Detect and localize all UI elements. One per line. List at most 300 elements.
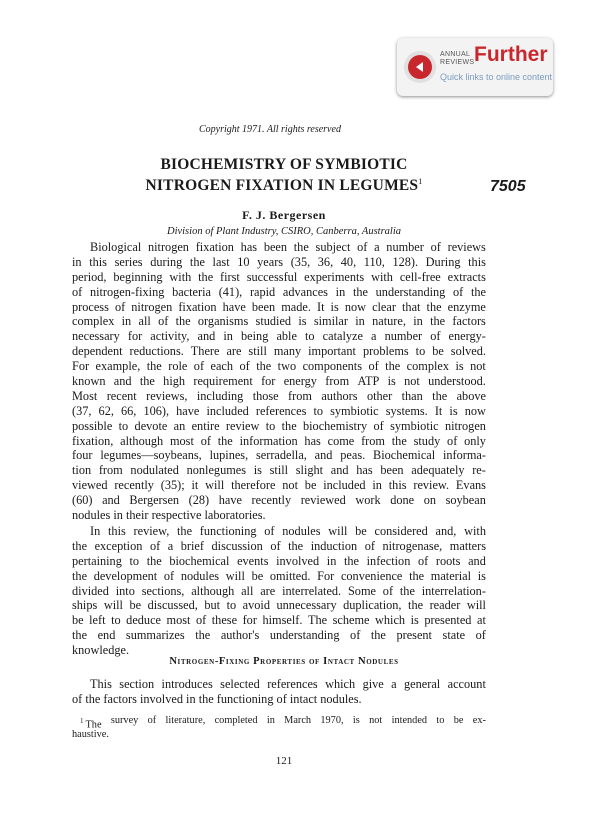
word: this	[468, 254, 486, 269]
word: only	[464, 433, 486, 448]
word: in	[372, 478, 382, 493]
text-line	[72, 554, 486, 569]
word: of	[357, 240, 368, 254]
word: presented	[424, 613, 472, 628]
word: scheme	[332, 613, 370, 628]
word: (35);	[160, 478, 185, 493]
word: brief	[180, 538, 204, 553]
word: be	[355, 524, 367, 538]
word: most	[166, 613, 191, 628]
word: been	[263, 240, 288, 254]
text-line	[72, 300, 486, 315]
word: that	[402, 299, 421, 314]
word: be	[304, 478, 317, 493]
word: included	[206, 403, 249, 418]
word: general	[404, 677, 441, 691]
word: in	[72, 254, 82, 269]
word: reductions.	[129, 344, 184, 359]
word: the	[426, 299, 442, 314]
word: 36,	[317, 254, 334, 269]
word: now	[344, 299, 366, 314]
text-line	[72, 329, 486, 344]
word: is	[449, 403, 458, 418]
word: bacteria	[172, 284, 211, 299]
word: will	[466, 598, 486, 613]
word: done	[390, 493, 415, 508]
word: nitrogenase,	[382, 538, 443, 553]
text-line	[72, 404, 486, 419]
word: roots	[435, 553, 461, 568]
word: reader	[429, 598, 461, 613]
word: process	[72, 299, 109, 314]
word: have	[218, 493, 242, 508]
word: March	[284, 715, 312, 726]
word: made.	[281, 299, 311, 314]
word: activity,	[150, 329, 190, 344]
word: the	[370, 628, 386, 643]
word: account	[447, 677, 486, 691]
word: is	[455, 359, 464, 374]
word: discussion	[211, 538, 263, 553]
word: nonlegumes	[186, 463, 247, 478]
word: the	[281, 418, 297, 433]
word: (41),	[218, 284, 243, 299]
text-line	[72, 508, 486, 523]
word: 110,	[363, 254, 385, 269]
word: be	[251, 568, 264, 583]
word: most	[169, 433, 194, 448]
word: the	[432, 388, 448, 403]
word: a	[167, 538, 174, 553]
word: similar	[313, 314, 348, 329]
word: the	[408, 598, 424, 613]
further-logo-icon	[404, 51, 436, 83]
text-line	[72, 389, 486, 404]
word: not	[282, 478, 298, 493]
word: important	[308, 344, 356, 359]
word: than	[401, 388, 423, 403]
word: to	[313, 403, 324, 418]
word: is	[477, 568, 486, 583]
word: the	[217, 433, 233, 448]
word: devote	[134, 418, 168, 433]
word: to	[129, 553, 140, 568]
word: soybean	[445, 493, 486, 508]
word: recently	[251, 493, 292, 508]
word: 66,	[121, 403, 137, 418]
word: of	[475, 628, 486, 643]
word: biochemistry	[302, 418, 368, 433]
word: in	[355, 314, 365, 329]
word: has	[356, 463, 373, 478]
word: 128).	[392, 254, 419, 269]
word: functioning	[199, 524, 257, 538]
word: from	[288, 388, 312, 403]
word: years	[257, 254, 284, 269]
word: has	[240, 240, 258, 254]
word: fixation	[178, 299, 217, 314]
word: above	[456, 388, 486, 403]
word: subject	[315, 240, 351, 254]
word: completed	[214, 715, 258, 726]
footnote-line	[72, 728, 486, 742]
text-line-content: nodules in their respective laboratories.	[72, 508, 266, 523]
text-line-content: of the factors involved in the functioning of intact nodules.	[72, 691, 362, 706]
word: lupines,	[209, 448, 249, 463]
title-footnote-mark: 1	[418, 177, 423, 186]
word: the	[352, 284, 368, 299]
word: (60)	[72, 493, 93, 508]
word: selected	[220, 677, 260, 691]
word: to	[436, 715, 445, 726]
word: with	[464, 524, 486, 538]
word: be	[129, 598, 142, 613]
word: which	[375, 613, 406, 628]
footnote-mark: 1	[80, 717, 84, 725]
word: with	[169, 269, 192, 284]
word: series	[114, 254, 143, 269]
word: a	[391, 677, 397, 691]
annual-reviews-wordmark	[440, 51, 474, 67]
title-line-2-text: NITROGEN FIXATION IN LEGUMES	[145, 177, 419, 195]
word: number	[384, 329, 423, 344]
text-line	[72, 314, 486, 329]
word: end	[97, 628, 116, 643]
word: those	[252, 388, 279, 403]
word: of	[200, 433, 211, 448]
word: work	[355, 493, 381, 508]
word: ex-	[472, 715, 486, 726]
word: although	[191, 583, 235, 598]
word: to	[226, 598, 237, 613]
word: Evans	[455, 478, 486, 493]
word: 1970,	[320, 715, 344, 726]
word: study	[413, 433, 441, 448]
word: duplication,	[343, 598, 402, 613]
word: reviews,	[146, 388, 188, 403]
word: Most	[72, 388, 98, 403]
text-line	[72, 448, 486, 463]
word: with	[371, 269, 393, 284]
text-line	[72, 463, 486, 478]
word: included	[323, 478, 366, 493]
word: is	[298, 314, 307, 329]
footnote-line-content: haustive.	[72, 729, 109, 740]
word: high	[163, 374, 186, 389]
text-line-content: knowledge.	[72, 643, 130, 658]
word: into	[115, 583, 135, 598]
word: exception	[94, 538, 143, 553]
word: interrelation-	[421, 583, 486, 598]
word: during	[150, 254, 183, 269]
word: events	[237, 553, 269, 568]
word: will	[205, 478, 225, 493]
paragraph-1	[72, 240, 486, 523]
text-line	[72, 240, 486, 255]
text-line	[72, 584, 486, 599]
word: adequately	[411, 463, 465, 478]
word: will	[328, 524, 348, 538]
word: understanding	[375, 284, 446, 299]
word: is	[330, 299, 339, 314]
word: review.	[413, 478, 450, 493]
word: The	[307, 613, 328, 628]
word: 10	[237, 254, 250, 269]
word: In	[90, 524, 101, 538]
word: the	[391, 433, 407, 448]
word: of	[239, 359, 250, 374]
word: symbiotic	[390, 418, 439, 433]
word: extracts	[447, 269, 486, 284]
word: the	[399, 583, 415, 598]
text-line	[72, 285, 486, 300]
word: factors	[452, 314, 486, 329]
word: in	[223, 329, 233, 344]
word: nitrogen	[147, 240, 189, 254]
word: development	[93, 568, 158, 583]
word: a	[374, 240, 380, 254]
word: pertaining	[72, 553, 122, 568]
word: divided	[72, 583, 109, 598]
word: of	[72, 284, 83, 299]
word: is	[387, 374, 396, 389]
word: energy	[283, 374, 317, 389]
word: known	[72, 374, 106, 389]
paragraph-3	[72, 677, 486, 707]
word: rapid	[249, 284, 276, 299]
word: authors	[321, 388, 358, 403]
word: is	[410, 613, 419, 628]
word: the	[288, 538, 304, 553]
word: are	[226, 344, 242, 359]
word: which	[325, 677, 356, 691]
word: for	[261, 374, 276, 389]
word: of	[193, 359, 205, 374]
further-badge[interactable]	[397, 38, 553, 96]
word: biochemical	[169, 553, 230, 568]
word: this	[89, 254, 107, 269]
word: from	[98, 463, 123, 478]
word: unnecessary	[276, 598, 337, 613]
word: therefore	[231, 478, 276, 493]
text-line	[72, 539, 486, 554]
word: dependent	[72, 344, 123, 359]
word: has	[304, 433, 321, 448]
text-line	[72, 524, 486, 539]
word: enzyme	[447, 299, 486, 314]
word: It	[434, 403, 443, 418]
word: the	[175, 314, 191, 329]
word: cell-free	[399, 269, 441, 284]
word: symbiotic	[330, 403, 379, 418]
word: able	[276, 329, 297, 344]
text-line	[72, 628, 486, 643]
word: successful	[246, 269, 298, 284]
author-name: F. J. Bergersen	[242, 208, 326, 222]
word: last	[212, 254, 230, 269]
word: (28)	[188, 493, 210, 508]
text-line	[72, 613, 486, 628]
document-number: 7505	[490, 178, 526, 195]
word: and,	[435, 524, 457, 538]
word: present	[396, 628, 432, 643]
word: energy-	[448, 329, 486, 344]
word: are	[260, 583, 276, 598]
word: but	[204, 598, 221, 613]
word: number	[386, 240, 424, 254]
word: section	[119, 677, 155, 691]
word: been	[251, 299, 276, 314]
word: this	[388, 478, 407, 493]
word: the	[385, 359, 401, 374]
annual-label: ANNUAL	[440, 51, 471, 58]
word: sections,	[141, 583, 185, 598]
word: not	[404, 374, 420, 389]
word: not	[470, 359, 486, 374]
word: although	[120, 433, 164, 448]
word: (37,	[72, 403, 92, 418]
word: to	[265, 418, 276, 433]
word: review,	[133, 524, 170, 538]
word: of	[430, 329, 441, 344]
word: on	[423, 493, 436, 508]
word: avoid	[242, 598, 270, 613]
word: have	[176, 403, 200, 418]
word: the	[72, 628, 88, 643]
word: ATP	[357, 374, 380, 389]
word: solved.	[450, 344, 486, 359]
word: example,	[95, 359, 141, 374]
word: a	[371, 329, 377, 344]
word: the	[470, 284, 486, 299]
word: first	[220, 269, 240, 284]
word: will	[225, 568, 245, 583]
word: of	[364, 538, 375, 553]
word: literature,	[165, 715, 206, 726]
word: be	[72, 613, 84, 628]
text-line	[72, 255, 486, 270]
word: of	[114, 299, 126, 314]
word: (35,	[290, 254, 311, 269]
further-subtitle: Quick links to online content	[440, 72, 553, 82]
word: to	[415, 344, 426, 359]
word: for	[127, 329, 143, 344]
footnote	[72, 714, 486, 742]
text-line	[72, 374, 486, 389]
word: in	[413, 314, 423, 329]
word: components	[302, 359, 363, 374]
word: nitrogen	[444, 418, 486, 433]
title-line-2	[0, 177, 568, 195]
word: and	[113, 374, 132, 389]
word: state	[442, 628, 466, 643]
word: including	[196, 388, 244, 403]
word: role	[168, 359, 188, 374]
word: give	[362, 677, 384, 691]
word: summarizes	[125, 628, 185, 643]
word: slight	[295, 463, 324, 478]
word: nitrogen	[131, 299, 173, 314]
word: fixation,	[72, 433, 114, 448]
word: This	[90, 677, 112, 691]
word: reviewed	[300, 493, 346, 508]
word: omitted.	[269, 568, 311, 583]
word: references	[255, 403, 307, 418]
word: in	[326, 553, 337, 568]
word: requirement	[193, 374, 253, 389]
word: and	[330, 463, 349, 478]
word: of	[163, 568, 175, 583]
word: to	[305, 329, 315, 344]
word: understood.	[428, 374, 486, 389]
text-line	[72, 493, 486, 508]
section-heading: Nitrogen-Fixing Properties of Intact Nodules	[169, 656, 399, 667]
word: viewed	[72, 478, 108, 493]
word: from	[361, 433, 385, 448]
word: and	[197, 329, 216, 344]
word: the	[195, 628, 211, 643]
word: these	[211, 613, 238, 628]
word: induction	[310, 538, 358, 553]
word: references	[267, 677, 318, 691]
word: serradella,	[255, 448, 307, 463]
word: of	[373, 418, 384, 433]
word: himself.	[262, 613, 303, 628]
affiliation: Division of Plant Industry, CSIRO, Canberra, Australia	[166, 226, 402, 237]
text-line	[72, 359, 486, 374]
word: advances	[282, 284, 328, 299]
text-line	[72, 569, 486, 584]
word: ships	[72, 598, 98, 613]
word: tion	[72, 463, 92, 478]
word: now	[464, 403, 486, 418]
word: discussed,	[147, 598, 198, 613]
word: from	[325, 374, 350, 389]
word: many	[273, 344, 302, 359]
text-line	[72, 434, 486, 449]
word: not	[369, 715, 383, 726]
word: the	[293, 240, 309, 254]
word: the	[343, 553, 360, 568]
word: For	[72, 359, 90, 374]
word: the	[409, 568, 425, 583]
word: complex	[72, 314, 115, 329]
word: being	[241, 329, 269, 344]
word: possible	[72, 418, 113, 433]
word: It	[316, 299, 325, 314]
word: the	[177, 524, 193, 538]
word: be	[432, 344, 444, 359]
word: reviews	[447, 240, 486, 254]
word: legumes—soybeans,	[100, 448, 202, 463]
word: of	[447, 433, 458, 448]
word: experiments	[304, 269, 365, 284]
word: introduces	[161, 677, 213, 691]
word: to	[111, 613, 121, 628]
word: at	[477, 613, 486, 628]
word: be	[453, 715, 464, 726]
text-line	[72, 270, 486, 285]
word: the	[72, 568, 88, 583]
word: interrelated.	[282, 583, 342, 598]
word: the	[139, 374, 155, 389]
word: an	[173, 418, 186, 433]
text-line	[72, 344, 486, 359]
word: of	[350, 628, 361, 643]
word: of	[158, 314, 169, 329]
word: 62,	[98, 403, 114, 418]
word: recent	[106, 388, 137, 403]
